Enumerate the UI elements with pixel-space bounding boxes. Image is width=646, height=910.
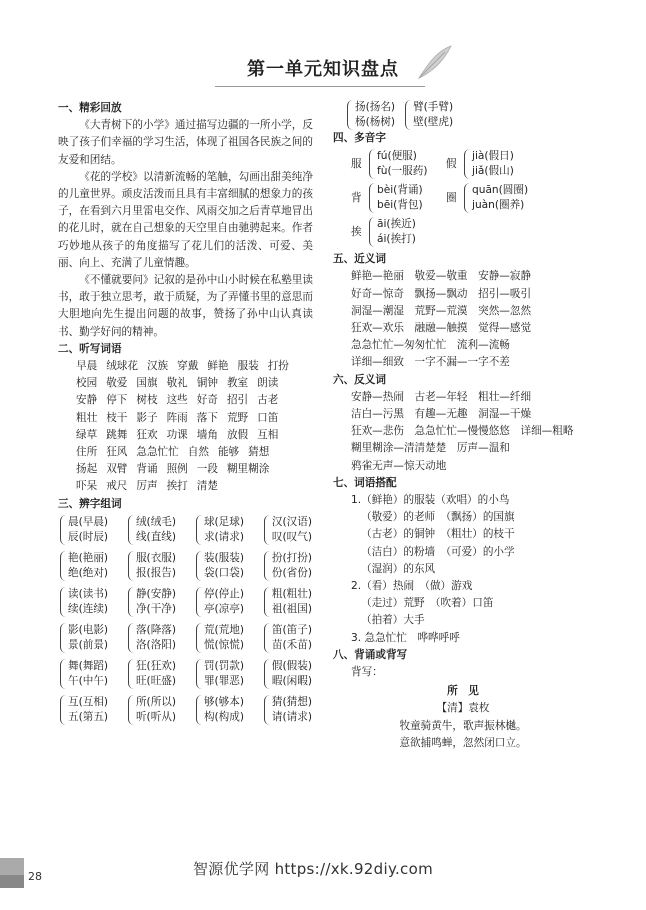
antonym-row: 安静—热闹 古老—年轻 粗壮—纤细 bbox=[351, 390, 532, 403]
compare-word: 汉(汉语) bbox=[271, 515, 312, 528]
char-pair bbox=[264, 695, 312, 725]
brace bbox=[128, 623, 135, 653]
char-compare-extra bbox=[347, 100, 593, 130]
reading: bēi(背包) bbox=[377, 199, 423, 212]
title-area bbox=[218, 55, 438, 85]
word: 墙角 bbox=[196, 428, 218, 441]
compare-word: 杨(杨树) bbox=[355, 116, 396, 128]
brace bbox=[128, 515, 135, 545]
char-pair bbox=[60, 587, 108, 617]
poem-line: 意欲捕鸣蝉，忽然闭口立。 bbox=[399, 736, 527, 749]
word: 古老 bbox=[257, 394, 279, 407]
compare-word: 臂(手臂) bbox=[413, 101, 454, 113]
word: 扬起 bbox=[76, 463, 98, 476]
word: 朗读 bbox=[257, 377, 279, 390]
polyphone-char: 背 bbox=[351, 191, 362, 204]
compare-word: 洛(洛阳) bbox=[135, 638, 177, 651]
compare-word: 所(所以) bbox=[135, 695, 177, 708]
recite-label: 背写： bbox=[351, 666, 383, 679]
brace bbox=[196, 659, 203, 689]
compare-word: 暇(闲暇) bbox=[271, 674, 312, 687]
polyphone-lines bbox=[377, 217, 416, 247]
section-1-title: 一、精彩回放 bbox=[58, 102, 122, 114]
pair-lines bbox=[272, 551, 312, 581]
collocation-line: 1.（鲜艳）的服装（欢唱）的小鸟 bbox=[351, 494, 510, 507]
brace bbox=[60, 695, 67, 725]
compare-word: 袋(口袋) bbox=[203, 566, 244, 579]
pair-lines bbox=[272, 515, 312, 545]
word: 阵雨 bbox=[166, 411, 188, 424]
char-pair bbox=[264, 551, 312, 581]
word: 自然 bbox=[187, 446, 209, 459]
pair-lines bbox=[68, 515, 108, 545]
pair-lines bbox=[68, 659, 108, 689]
brace bbox=[264, 551, 271, 581]
word: 敬礼 bbox=[166, 377, 188, 390]
left-column bbox=[58, 100, 313, 731]
page-title: 第一单元知识盘点 bbox=[247, 59, 399, 80]
compare-word: 服(衣服) bbox=[135, 551, 177, 564]
pair-lines bbox=[272, 587, 312, 617]
compare-row bbox=[60, 623, 312, 653]
reading: ái(挨打) bbox=[377, 233, 416, 246]
compare-word: 艳(艳丽) bbox=[68, 551, 109, 564]
brace bbox=[264, 659, 271, 689]
word-row bbox=[76, 444, 313, 461]
word: 跳舞 bbox=[106, 428, 128, 441]
word: 教室 bbox=[226, 377, 249, 390]
collocation-line: 3. 急急忙忙 哗哗呼呼 bbox=[351, 631, 460, 644]
polyphone-item bbox=[351, 217, 446, 247]
compare-word: 装(服装) bbox=[203, 551, 244, 564]
compare-word: 份(省份) bbox=[271, 566, 312, 579]
synonym-row: 狂欢—欢乐 融融—触摸 觉得—感觉 bbox=[351, 322, 532, 335]
collocation-line: （敬爱）的老师 （飘扬）的国旗 bbox=[361, 511, 515, 524]
word: 安静 bbox=[76, 394, 98, 407]
char-pair bbox=[128, 587, 176, 617]
brace bbox=[196, 515, 203, 545]
page-tab-dark bbox=[0, 875, 24, 888]
compare-word: 够(够本) bbox=[203, 695, 244, 708]
word: 打扮 bbox=[267, 360, 289, 373]
brace bbox=[60, 515, 67, 545]
pair-lines bbox=[204, 659, 244, 689]
pair-lines bbox=[68, 695, 108, 725]
pair-lines bbox=[136, 551, 176, 581]
char-pair bbox=[347, 100, 395, 130]
compare-word: 荒(荒地) bbox=[203, 623, 244, 636]
compare-word: 扮(打扮) bbox=[271, 551, 312, 564]
polyphone-lines bbox=[472, 149, 514, 179]
paragraph: 《大青树下的小学》通过描写边疆的一所小学，反映了孩子们幸福的学习生活，体现了祖国各民族之间的友爱和团结。 bbox=[58, 119, 313, 166]
poem bbox=[333, 683, 593, 752]
collocation-line: （古老）的铜钟 （粗壮）的枝干 bbox=[361, 528, 515, 541]
compare-word: 求(请求) bbox=[203, 530, 244, 543]
brace bbox=[464, 149, 471, 179]
word: 好奇 bbox=[196, 394, 218, 407]
pair-lines bbox=[204, 623, 244, 653]
char-pair bbox=[264, 587, 312, 617]
dictation-words bbox=[58, 358, 313, 496]
right-column bbox=[333, 100, 593, 752]
word: 汉族 bbox=[146, 360, 169, 373]
word: 国旗 bbox=[136, 377, 158, 390]
collocation-line: （湿润）的东风 bbox=[361, 562, 436, 575]
brace bbox=[405, 100, 412, 130]
word: 狂欢 bbox=[136, 428, 158, 441]
compare-word: 停(停止) bbox=[203, 587, 244, 600]
paragraph: 《花的学校》以清新流畅的笔触，勾画出甜美纯净的儿童世界。顽皮活泼而且具有丰富细腻的想象力的孩子，在看到六月里雷电交作、风雨交加之后青草地冒出的花儿时，就在自己想象的天空里自由驰骋起来。作者巧妙地从孩子的角度描写了花儿们的活泼、可爱、美丽、向上、充满了儿童情趣。 bbox=[58, 170, 313, 269]
pair-lines bbox=[68, 623, 108, 653]
brace bbox=[264, 623, 271, 653]
pair-lines bbox=[272, 623, 312, 653]
compare-word: 祖(祖国) bbox=[271, 602, 312, 615]
collocation-line: （拍着）大手 bbox=[361, 614, 425, 627]
reading: quān(圆圈) bbox=[472, 184, 529, 197]
char-pair bbox=[60, 551, 108, 581]
section-4-title: 四、多音字 bbox=[333, 132, 386, 144]
antonym-row: 洁白—污黑 有趣—无趣 洞湿—干燥 bbox=[351, 408, 532, 421]
compare-word: 听(听从) bbox=[135, 710, 177, 723]
word: 双臂 bbox=[106, 463, 128, 476]
collocation-line: 2.（看）热闹 （做）游戏 bbox=[351, 580, 473, 593]
synonym-row: 详细—细致 一字不漏—一字不差 bbox=[351, 356, 510, 369]
polyphone-lines bbox=[472, 183, 528, 213]
char-pair bbox=[196, 695, 244, 725]
word: 背诵 bbox=[136, 463, 158, 476]
polyphone-char: 服 bbox=[351, 157, 362, 170]
polyphone-row bbox=[351, 217, 593, 247]
word: 戒尺 bbox=[106, 480, 128, 493]
char-pair bbox=[264, 659, 312, 689]
word: 厉声 bbox=[136, 480, 158, 493]
compare-row bbox=[60, 695, 312, 725]
char-pair bbox=[196, 551, 244, 581]
compare-word: 读(读书) bbox=[68, 587, 109, 600]
brace bbox=[196, 587, 203, 617]
pair-lines bbox=[68, 587, 108, 617]
reading: juàn(圈养) bbox=[472, 199, 525, 212]
compare-word: 亭(凉亭) bbox=[203, 602, 244, 615]
synonym-row: 洞湿—潮湿 荒野—荒漠 突然—忽然 bbox=[351, 304, 532, 317]
section-3-title: 三、辨字组词 bbox=[58, 497, 122, 510]
polyphone-item bbox=[446, 149, 541, 179]
synonym-row: 鲜艳—艳丽 敬爱—敬重 安静—寂静 bbox=[351, 270, 532, 283]
brace bbox=[264, 695, 271, 725]
word: 照例 bbox=[166, 463, 188, 476]
polyphone-char: 圈 bbox=[446, 191, 457, 204]
compare-row bbox=[60, 659, 312, 689]
brace bbox=[196, 623, 203, 653]
char-pair bbox=[196, 659, 244, 689]
word-row bbox=[76, 392, 313, 409]
word: 急急忙忙 bbox=[136, 446, 179, 459]
compare-word: 晨(早晨) bbox=[68, 515, 109, 528]
word: 住所 bbox=[76, 446, 98, 459]
word-row bbox=[76, 461, 313, 478]
compare-word: 笛(笛子) bbox=[271, 623, 312, 636]
compare-word: 报(报告) bbox=[135, 566, 177, 579]
word: 落下 bbox=[196, 411, 218, 424]
word: 放假 bbox=[226, 428, 249, 441]
compare-word: 舞(舞蹈) bbox=[68, 659, 109, 672]
compare-word: 净(干净) bbox=[135, 602, 177, 615]
collocation-line: （洁白）的粉墙 （可爱）的小学 bbox=[361, 545, 515, 558]
brace bbox=[264, 587, 271, 617]
word: 招引 bbox=[226, 394, 249, 407]
word-row bbox=[76, 427, 313, 444]
compare-word: 静(安静) bbox=[135, 587, 177, 600]
brace bbox=[347, 100, 354, 130]
compare-word: 互(互相) bbox=[68, 695, 109, 708]
compare-row bbox=[60, 551, 312, 581]
brace bbox=[369, 183, 376, 213]
char-pair bbox=[128, 659, 176, 689]
char-compare-grid bbox=[58, 515, 313, 725]
word: 校园 bbox=[76, 377, 98, 390]
word-row bbox=[76, 410, 313, 427]
compare-word: 猜(猜想) bbox=[271, 695, 312, 708]
pair-lines bbox=[136, 515, 176, 545]
word-row bbox=[76, 478, 313, 495]
char-pair bbox=[60, 515, 108, 545]
brace bbox=[369, 217, 376, 247]
char-pair bbox=[128, 515, 176, 545]
brace bbox=[128, 695, 135, 725]
polyphone-lines bbox=[377, 183, 423, 213]
brace bbox=[60, 623, 67, 653]
pair-lines bbox=[136, 659, 176, 689]
title-underline bbox=[215, 86, 425, 87]
collocation-list bbox=[333, 492, 593, 647]
word: 敬爱 bbox=[106, 377, 128, 390]
compare-word: 慌(惊慌) bbox=[203, 638, 244, 651]
char-pair bbox=[196, 623, 244, 653]
word: 穿戴 bbox=[177, 360, 199, 373]
compare-word: 假(假装) bbox=[271, 659, 312, 672]
word: 荒野 bbox=[226, 411, 249, 424]
antonym-row: 糊里糊涂—清清楚楚 厉声—温和 bbox=[351, 442, 510, 455]
char-pair bbox=[128, 623, 176, 653]
word: 枝干 bbox=[106, 411, 128, 424]
word: 糊里糊涂 bbox=[226, 463, 270, 476]
compare-word: 球(足球) bbox=[203, 515, 244, 528]
antonym-row: 狂欢—悲伤 急急忙忙—慢慢悠悠 详细—粗略 bbox=[351, 425, 574, 438]
word: 铜钟 bbox=[196, 377, 218, 390]
polyphone-lines bbox=[377, 149, 428, 179]
compare-word: 扬(扬名) bbox=[355, 101, 396, 113]
word: 鲜艳 bbox=[207, 360, 229, 373]
char-pair bbox=[60, 659, 108, 689]
brace bbox=[128, 659, 135, 689]
pair-lines bbox=[68, 551, 108, 581]
word: 狂风 bbox=[106, 446, 128, 459]
feather-icon bbox=[415, 42, 455, 82]
word: 早晨 bbox=[76, 360, 98, 373]
pair-lines bbox=[272, 659, 312, 689]
compare-word: 景(前景) bbox=[68, 638, 109, 651]
reading: jiǎ(假山) bbox=[472, 165, 514, 178]
word-row bbox=[76, 375, 313, 392]
char-pair bbox=[128, 695, 176, 725]
compare-word: 辰(时辰) bbox=[68, 530, 109, 543]
compare-word: 罪(罪恶) bbox=[203, 674, 244, 687]
compare-word: 五(第五) bbox=[68, 710, 109, 723]
polyphone-row bbox=[351, 183, 593, 213]
poem-author: 【清】袁枚 bbox=[436, 702, 490, 715]
brace bbox=[196, 551, 203, 581]
char-pair bbox=[196, 515, 244, 545]
polyphone-row bbox=[351, 149, 593, 179]
word: 能够 bbox=[217, 446, 240, 459]
word: 绒球花 bbox=[106, 360, 138, 373]
char-pair bbox=[60, 623, 108, 653]
polyphone-item bbox=[351, 183, 446, 213]
pair-lines bbox=[204, 515, 244, 545]
antonym-row: 鸦雀无声—惊天动地 bbox=[351, 459, 447, 472]
polyphone-char: 假 bbox=[446, 157, 457, 170]
compare-word: 续(连续) bbox=[68, 602, 109, 615]
compare-word: 旺(旺盛) bbox=[135, 674, 177, 687]
word: 粗壮 bbox=[76, 411, 98, 424]
paragraph: 《不懂就要问》记叙的是孙中山小时候在私塾里读书，敢于独立思考，敢于质疑，为了弄懂书里的意思而大胆地向先生提出问题的故事，赞扬了孙中山认真读书、勤学好问的精神。 bbox=[58, 274, 313, 338]
watermark-text: 智源优学网 https://xk.92diy.com bbox=[193, 860, 433, 878]
char-pair bbox=[264, 515, 312, 545]
synonym-row: 急急忙忙—匆匆忙忙 流利—流畅 bbox=[351, 339, 510, 352]
word: 绿草 bbox=[76, 428, 98, 441]
compare-word: 请(请求) bbox=[271, 710, 312, 723]
brace bbox=[60, 551, 67, 581]
reading: bèi(背诵) bbox=[377, 184, 423, 197]
synonym-row: 好奇—惊奇 飘扬—飘动 招引—吸引 bbox=[351, 287, 532, 300]
compare-word: 壁(壁虎) bbox=[413, 116, 454, 128]
compare-row bbox=[60, 515, 312, 545]
char-pair bbox=[196, 587, 244, 617]
polyphone-item bbox=[351, 149, 446, 179]
compare-word: 绒(绒毛) bbox=[135, 515, 177, 528]
pair-lines bbox=[413, 100, 453, 130]
brace bbox=[60, 659, 67, 689]
word: 挨打 bbox=[166, 480, 188, 493]
word: 一段 bbox=[196, 463, 218, 476]
compare-word: 粗(粗壮) bbox=[271, 587, 312, 600]
antonym-list bbox=[333, 389, 593, 475]
pair-lines bbox=[204, 695, 244, 725]
compare-word: 绝(绝对) bbox=[68, 566, 109, 579]
compare-word: 叹(叹气) bbox=[271, 530, 312, 543]
compare-word: 狂(狂欢) bbox=[135, 659, 177, 672]
pair-lines bbox=[204, 551, 244, 581]
reading: jià(假日) bbox=[472, 150, 514, 163]
compare-word: 线(直线) bbox=[135, 530, 177, 543]
synonym-list bbox=[333, 268, 593, 371]
pair-lines bbox=[272, 695, 312, 725]
word: 影子 bbox=[136, 411, 158, 424]
compare-word: 午(中午) bbox=[68, 674, 109, 687]
compare-word: 苗(禾苗) bbox=[271, 638, 312, 651]
pair-lines bbox=[136, 587, 176, 617]
word: 树枝 bbox=[136, 394, 158, 407]
poem-title: 所 见 bbox=[447, 685, 479, 698]
char-pair bbox=[405, 100, 453, 130]
pair-lines bbox=[136, 623, 176, 653]
reading: fù(一服药) bbox=[377, 165, 428, 178]
compare-word: 构(构成) bbox=[203, 710, 244, 723]
compare-row bbox=[60, 587, 312, 617]
brace bbox=[264, 515, 271, 545]
section-8-title: 八、背诵或背写 bbox=[333, 648, 408, 661]
brace bbox=[464, 183, 471, 213]
brace bbox=[60, 587, 67, 617]
word: 功课 bbox=[166, 428, 188, 441]
pair-lines bbox=[355, 100, 395, 130]
compare-word: 落(降落) bbox=[135, 623, 177, 636]
polyphone-item bbox=[446, 183, 541, 213]
word: 服装 bbox=[237, 360, 259, 373]
reading: āi(挨近) bbox=[377, 218, 416, 231]
word: 口笛 bbox=[257, 411, 279, 424]
page-number: 28 bbox=[28, 870, 42, 883]
pair-lines bbox=[204, 587, 244, 617]
char-pair bbox=[60, 695, 108, 725]
section-2-title: 二、听写词语 bbox=[58, 342, 122, 355]
compare-word: 罚(罚款) bbox=[203, 659, 244, 672]
word: 吓呆 bbox=[76, 480, 98, 493]
word-row bbox=[76, 358, 313, 375]
collocation-line: （走过）荒野 （吹着）口笛 bbox=[361, 597, 494, 610]
word: 清楚 bbox=[196, 480, 218, 493]
brace bbox=[128, 587, 135, 617]
pair-lines bbox=[136, 695, 176, 725]
char-pair bbox=[264, 623, 312, 653]
section-6-title: 六、反义词 bbox=[333, 373, 386, 386]
word: 停下 bbox=[106, 394, 128, 407]
compare-word: 影(电影) bbox=[68, 623, 109, 636]
section-5-title: 五、近义词 bbox=[333, 253, 386, 266]
word: 互相 bbox=[257, 428, 279, 441]
brace bbox=[369, 149, 376, 179]
brace bbox=[196, 695, 203, 725]
section-7-title: 七、词语搭配 bbox=[333, 476, 397, 489]
word: 猜想 bbox=[248, 446, 270, 459]
brace bbox=[128, 551, 135, 581]
reading: fú(便服) bbox=[377, 150, 417, 163]
polyphone-char: 挨 bbox=[351, 225, 362, 238]
polyphone-list bbox=[333, 149, 593, 247]
word: 这些 bbox=[166, 394, 188, 407]
poem-line: 牧童骑黄牛，歌声振林樾。 bbox=[399, 719, 527, 732]
char-pair bbox=[128, 551, 176, 581]
